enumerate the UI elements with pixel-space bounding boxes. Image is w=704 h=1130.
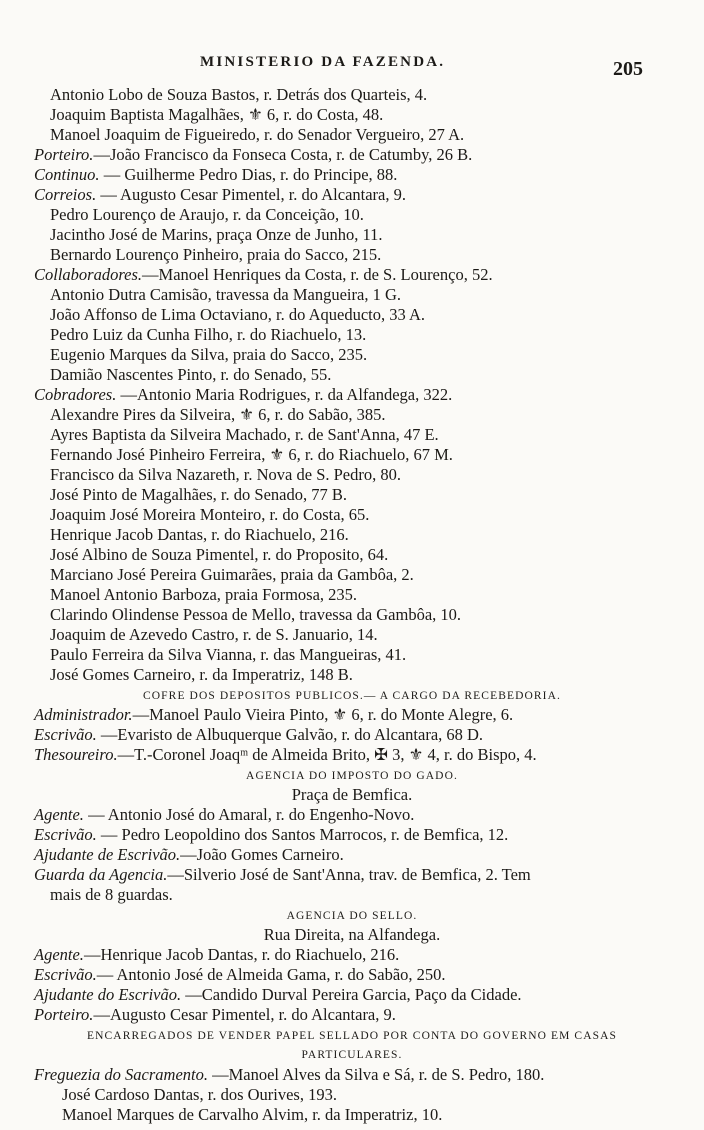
- entry-text: — Guilherme Pedro Dias, r. do Principe, 88.: [99, 165, 398, 184]
- section-heading-encarregados-cont: PARTICULARES.: [301, 1049, 403, 1061]
- location-line: Rua Direita, na Alfandega.: [263, 925, 441, 944]
- entry-text: —T.-Coronel Joaqᵐ de Almeida Brito, ✠ 3, ⚜ 4, r. do Bispo, 4.: [117, 745, 537, 764]
- entry-text: —João Gomes Carneiro.: [180, 845, 344, 864]
- entry-escrivao: [34, 825, 508, 845]
- role-label: Escrivão.: [34, 965, 97, 984]
- entry-line: Manoel Antonio Barboza, praia Formosa, 235.: [50, 585, 358, 604]
- entry-line: Paulo Ferreira da Silva Vianna, r. das Mangueiras, 41.: [50, 645, 407, 664]
- role-label: Escrivão.: [34, 725, 97, 744]
- entry-line: João Affonso de Lima Octaviano, r. do Aqueducto, 33 A.: [50, 305, 426, 324]
- role-label: Escrivão.: [34, 825, 97, 844]
- role-label: Agente.: [34, 805, 84, 824]
- entry-line: Henrique Jacob Dantas, r. do Riachuelo, 216.: [50, 525, 349, 544]
- role-label: Ajudante de Escrivão.: [34, 845, 181, 864]
- entry-guarda: [34, 865, 531, 885]
- role-label: Porteiro.: [34, 1005, 94, 1024]
- entry-administrador: [34, 705, 513, 725]
- entry-line: Antonio Lobo de Souza Bastos, r. Detrás dos Quarteis, 4.: [50, 85, 428, 104]
- entry-freguezia: [34, 1065, 544, 1085]
- entry-correios: [34, 185, 406, 205]
- entry-line: José Cardoso Dantas, r. dos Ourives, 193.: [62, 1085, 337, 1104]
- role-label: Ajudante do Escrivão.: [34, 985, 182, 1004]
- entry-text: —Augusto Cesar Pimentel, r. do Alcantara, 9.: [93, 1005, 396, 1024]
- entry-text: — Pedro Leopoldino dos Santos Marrocos, r. de Bemfica, 12.: [96, 825, 509, 844]
- entry-text: —Candido Durval Pereira Garcia, Paço da Cidade.: [181, 985, 522, 1004]
- page-header: [0, 48, 704, 78]
- role-label: Continuo.: [34, 165, 100, 184]
- entry-text: —Manoel Alves da Silva e Sá, r. de S. Pedro, 180.: [207, 1065, 545, 1084]
- role-label: Freguezia do Sacramento.: [34, 1065, 208, 1084]
- role-label: Agente.: [34, 945, 84, 964]
- entry-line: Joaquim de Azevedo Castro, r. de S. Januario, 14.: [50, 625, 378, 644]
- section-heading-sello: AGENCIA DO SELLO.: [286, 910, 418, 922]
- running-head: MINISTERIO DA FAZENDA.: [200, 54, 446, 70]
- entry-text: —Manoel Paulo Vieira Pinto, ⚜ 6, r. do Monte Alegre, 6.: [132, 705, 514, 724]
- entry-line: Marciano José Pereira Guimarães, praia da Gambôa, 2.: [50, 565, 414, 584]
- entry-cobradores: [34, 385, 452, 405]
- role-label: Correios.: [34, 185, 97, 204]
- entry-line: José Gomes Carneiro, r. da Imperatriz, 148 B.: [50, 665, 353, 684]
- role-label: Administrador.: [34, 705, 133, 724]
- entry-text: —Henrique Jacob Dantas, r. do Riachuelo, 216.: [83, 945, 400, 964]
- role-label: Collaboradores.: [34, 265, 143, 284]
- entry-porteiro: [34, 145, 472, 165]
- entry-escrivao: [34, 965, 446, 985]
- entry-agente: [34, 945, 399, 965]
- entry-line: Joaquim José Moreira Monteiro, r. do Costa, 65.: [50, 505, 370, 524]
- role-label: Porteiro.: [34, 145, 94, 164]
- entry-line: mais de 8 guardas.: [50, 885, 173, 904]
- entry-line: Jacintho José de Marins, praça Onze de Junho, 11.: [50, 225, 383, 244]
- entry-line: Pedro Lourenço de Araujo, r. da Conceição, 10.: [50, 205, 364, 224]
- entry-text: — Augusto Cesar Pimentel, r. do Alcantara, 9.: [96, 185, 406, 204]
- entry-line: Pedro Luiz da Cunha Filho, r. do Riachuelo, 13.: [50, 325, 367, 344]
- entry-text: —Evaristo de Albuquerque Galvão, r. do Alcantara, 68 D.: [96, 725, 484, 744]
- section-heading-cofre: COFRE DOS DEPOSITOS PUBLICOS.— A CARGO DA RECEBEDORIA.: [143, 690, 561, 702]
- entry-text: —Manoel Henriques da Costa, r. de S. Lourenço, 52.: [142, 265, 493, 284]
- entry-text: — Antonio José de Almeida Gama, r. do Sabão, 250.: [96, 965, 446, 984]
- entry-text: —Antonio Maria Rodrigues, r. da Alfandega, 322.: [116, 385, 453, 404]
- entry-line: Manoel Marques de Carvalho Alvim, r. da Imperatriz, 10.: [62, 1105, 443, 1124]
- entry-text: —Silverio José de Sant'Anna, trav. de Bemfica, 2. Tem: [167, 865, 531, 884]
- entry-line: Fernando José Pinheiro Ferreira, ⚜ 6, r. do Riachuelo, 67 M.: [50, 445, 453, 464]
- entry-line: Bernardo Lourenço Pinheiro, praia do Sacco, 215.: [50, 245, 382, 264]
- entry-line: Alexandre Pires da Silveira, ⚜ 6, r. do Sabão, 385.: [50, 405, 386, 424]
- entry-text: —João Francisco da Fonseca Costa, r. de Catumby, 26 B.: [93, 145, 473, 164]
- entry-line: Joaquim Baptista Magalhães, ⚜ 6, r. do Costa, 48.: [50, 105, 384, 124]
- entry-porteiro: [34, 1005, 396, 1025]
- role-label: Thesoureiro.: [34, 745, 118, 764]
- entry-line: José Pinto de Magalhães, r. do Senado, 77 B.: [50, 485, 347, 504]
- entry-thesoureiro: [34, 745, 537, 765]
- role-label: Guarda da Agencia.: [34, 865, 168, 884]
- role-label: Cobradores.: [34, 385, 117, 404]
- entry-ajudante: [34, 985, 522, 1005]
- entry-text: — Antonio José do Amaral, r. do Engenho-Novo.: [83, 805, 415, 824]
- entry-continuo: [34, 165, 397, 185]
- entry-line: Damião Nascentes Pinto, r. do Senado, 55.: [50, 365, 332, 384]
- entry-line: José Albino de Souza Pimentel, r. do Proposito, 64.: [50, 545, 389, 564]
- entry-line: Antonio Dutra Camisão, travessa da Mangueira, 1 G.: [50, 285, 401, 304]
- entry-line: Eugenio Marques da Silva, praia do Sacco, 235.: [50, 345, 368, 364]
- entry-agente: [34, 805, 414, 825]
- section-heading-gado: AGENCIA DO IMPOSTO DO GADO.: [246, 770, 458, 782]
- section-heading-encarregados: ENCARREGADOS DE VENDER PAPEL SELLADO POR CONTA DO GOVERNO EM CASAS: [86, 1030, 618, 1042]
- entry-line: Ayres Baptista da Silveira Machado, r. de Sant'Anna, 47 E.: [50, 425, 439, 444]
- location-line: Praça de Bemfica.: [291, 785, 413, 804]
- entry-ajudante: [34, 845, 344, 865]
- entry-line: Francisco da Silva Nazareth, r. Nova de S. Pedro, 80.: [50, 465, 401, 484]
- page-number: 205: [613, 58, 643, 80]
- entry-escrivao: [34, 725, 483, 745]
- entry-line: Clarindo Olindense Pessoa de Mello, travessa da Gambôa, 10.: [50, 605, 462, 624]
- entry-line: Manoel Joaquim de Figueiredo, r. do Senador Vergueiro, 27 A.: [50, 125, 465, 144]
- entry-collaboradores: [34, 265, 493, 285]
